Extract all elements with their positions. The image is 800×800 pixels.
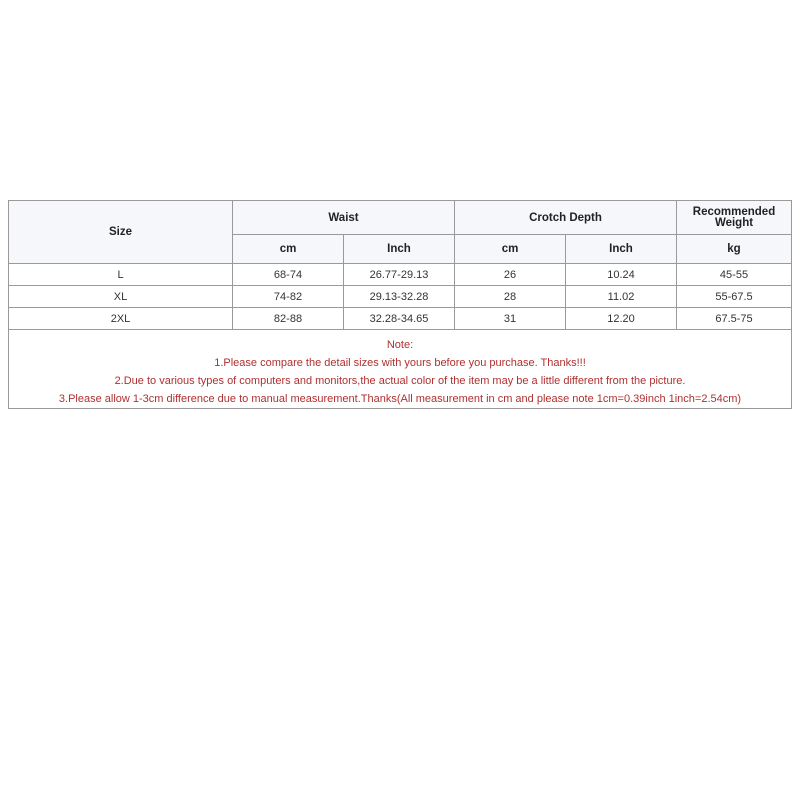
waist-header: Waist <box>233 201 455 235</box>
unit-header: Inch <box>344 235 455 264</box>
header-row <box>9 201 792 235</box>
size-cell: L <box>9 264 233 286</box>
crotch-depth-header: Crotch Depth <box>455 201 677 235</box>
table-cell: 26.77-29.13 <box>344 264 455 286</box>
note-line: 1.Please compare the detail sizes with yours before you purchase. Thanks!!! <box>214 357 586 369</box>
table-cell: 74-82 <box>233 286 344 308</box>
size-cell: XL <box>9 286 233 308</box>
recommended-weight-header: Recommended Weight <box>677 201 792 235</box>
unit-header: Inch <box>566 235 677 264</box>
size-cell: 2XL <box>9 308 233 330</box>
note-line: 2.Due to various types of computers and monitors,the actual color of the item may be a little different from the picture. <box>114 375 686 387</box>
table-row <box>9 264 792 286</box>
table-cell: 10.24 <box>566 264 677 286</box>
table-cell: 67.5-75 <box>677 308 792 330</box>
notes-cell <box>9 330 792 409</box>
table-row <box>9 308 792 330</box>
unit-header: cm <box>233 235 344 264</box>
note-line: 3.Please allow 1-3cm difference due to manual measurement.Thanks(All measurement in cm and please note 1cm=0.39inch 1inch=2.54cm) <box>58 393 742 405</box>
size-chart-table <box>8 200 792 409</box>
table-cell: 31 <box>455 308 566 330</box>
table-cell: 26 <box>455 264 566 286</box>
table-cell: 11.02 <box>566 286 677 308</box>
table-cell: 29.13-32.28 <box>344 286 455 308</box>
unit-header: kg <box>677 235 792 264</box>
table-cell: 12.20 <box>566 308 677 330</box>
table-cell: 68-74 <box>233 264 344 286</box>
table-row <box>9 286 792 308</box>
size-header: Size <box>9 201 233 264</box>
note-title: Note: <box>386 339 414 351</box>
unit-header: cm <box>455 235 566 264</box>
table-cell: 28 <box>455 286 566 308</box>
notes-row <box>9 330 792 409</box>
table-cell: 45-55 <box>677 264 792 286</box>
table-cell: 82-88 <box>233 308 344 330</box>
table-cell: 32.28-34.65 <box>344 308 455 330</box>
table-cell: 55-67.5 <box>677 286 792 308</box>
